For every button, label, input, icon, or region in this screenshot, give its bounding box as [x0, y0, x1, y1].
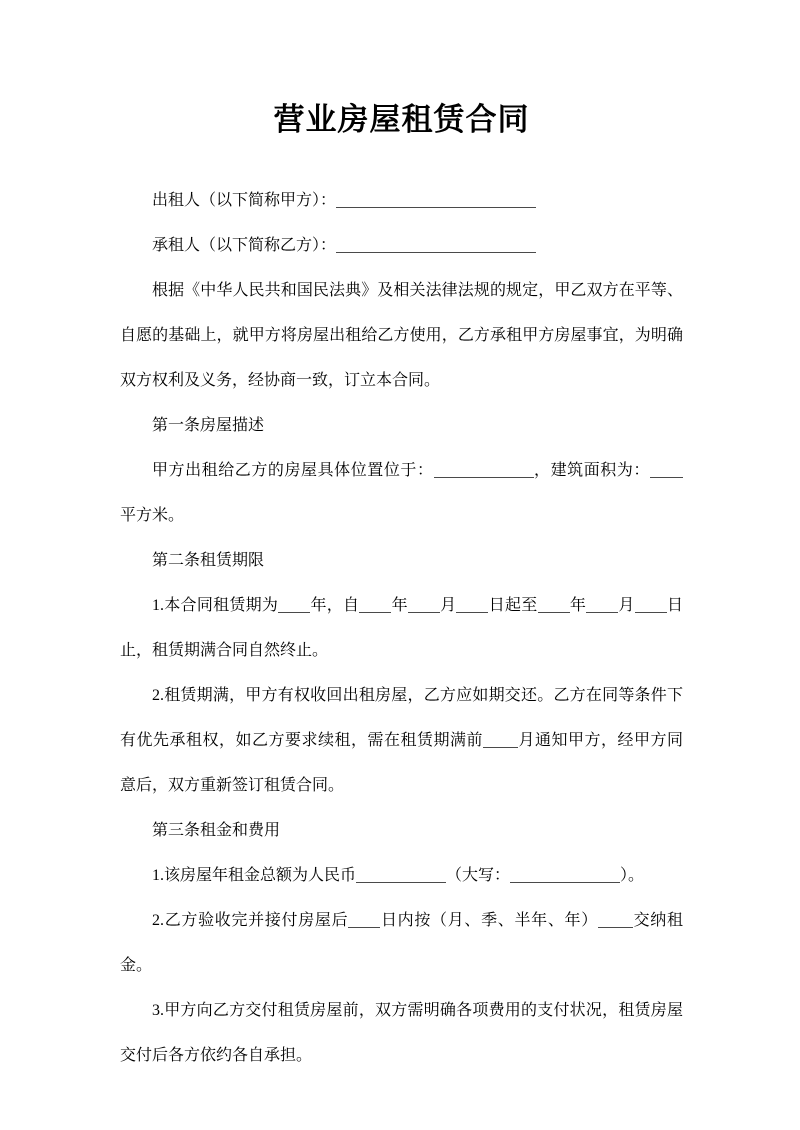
text-run: 月	[439, 597, 457, 614]
text-run: （大写：	[446, 867, 511, 884]
text-run: 月通知甲方，经甲方同意后，双方重新签订租赁合同。	[120, 732, 683, 794]
fill-in-blank	[650, 462, 683, 478]
fill-in-blank	[278, 597, 310, 613]
article-1-heading	[120, 403, 683, 448]
article-3-clause-3	[120, 988, 683, 1078]
text-run: 日起至	[488, 597, 538, 614]
text-run: 日内按（月、季、半年、年）	[380, 912, 598, 929]
fill-in-blank	[434, 462, 534, 478]
text-run: ）。	[620, 867, 645, 884]
article-3-clause-2	[120, 898, 683, 988]
text-run: 2.租赁期满，甲方有权收回出租房屋，乙方应如期交还。乙方在同等条件下有优先承租权，如乙方要求续租，需在租赁期满前	[120, 687, 683, 749]
fill-in-blank	[598, 912, 633, 928]
fill-in-blank	[336, 237, 536, 253]
text-run: 3.甲方向乙方交付租赁房屋前，双方需明确各项费用的支付状况，租赁房屋交付后各方依约各自承担。	[120, 1002, 683, 1064]
text-run: 1.该房屋年租金总额为人民币	[152, 867, 357, 884]
text-run: 年	[391, 597, 408, 614]
text-run: 2.乙方验收完并接付房屋后	[152, 912, 349, 929]
fill-in-blank	[456, 597, 488, 613]
text-run: 交纳租金。	[120, 912, 683, 974]
article-3-clause-1	[120, 853, 683, 898]
fill-in-blank	[359, 597, 391, 613]
text-run: 月	[618, 597, 635, 614]
fill-in-blank	[586, 597, 618, 613]
text-run: 年	[569, 597, 587, 614]
article-2-clause-2	[120, 673, 683, 808]
article-2-clause-1	[120, 583, 683, 673]
lessee-line	[120, 223, 683, 268]
text-run: 第二条租赁期限	[152, 552, 265, 569]
contract-body	[120, 178, 683, 1078]
text-run: 第三条租金和费用	[152, 822, 281, 839]
fill-in-blank	[635, 597, 667, 613]
text-run: 承租人（以下简称乙方）：	[152, 237, 337, 254]
preamble	[120, 268, 683, 403]
article-2-heading	[120, 538, 683, 583]
fill-in-blank	[510, 867, 620, 883]
text-run: 第一条房屋描述	[152, 417, 265, 434]
text-run: 日止，租赁期满合同自然终止。	[120, 597, 683, 659]
article-3-heading	[120, 808, 683, 853]
article-1-content	[120, 448, 683, 538]
text-run: 平方米。	[120, 507, 185, 524]
fill-in-blank	[538, 597, 570, 613]
text-run: ，建筑面积为：	[533, 462, 650, 479]
text-run: 甲方出租给乙方的房屋具体位置位于：	[152, 462, 434, 479]
text-run: 根据《中华人民共和国民法典》及相关法律法规的规定，甲乙双方在平等、自愿的基础上，就甲方将房屋出租给乙方使用，乙方承租甲方房屋事宜，为明确双方权利及义务，经协商一致，订立本合同。	[120, 282, 683, 389]
fill-in-blank	[336, 192, 536, 208]
fill-in-blank	[356, 867, 446, 883]
text-run: 1.本合同租赁期为	[152, 597, 279, 614]
fill-in-blank	[483, 732, 518, 748]
fill-in-blank	[408, 597, 440, 613]
document-title: 营业房屋租赁合同	[273, 102, 530, 137]
text-run: 出租人（以下简称甲方）：	[152, 192, 337, 209]
text-run: 年，自	[310, 597, 360, 614]
fill-in-blank	[348, 912, 380, 928]
lessor-line	[120, 178, 683, 223]
